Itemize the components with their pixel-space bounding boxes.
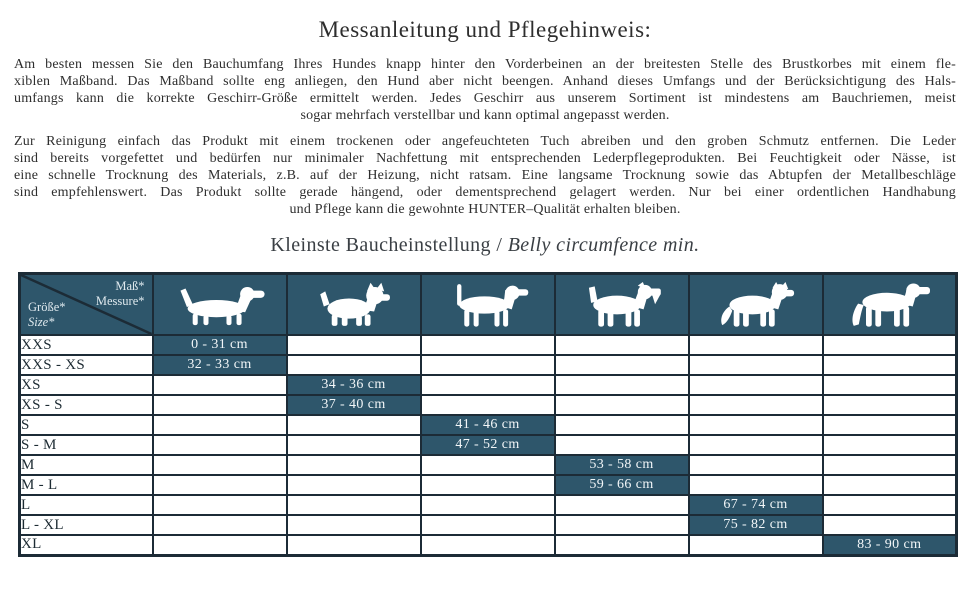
husky-icon	[706, 282, 806, 328]
empty-cell	[287, 355, 421, 375]
circumference-value: 32 - 33 cm	[153, 355, 287, 375]
column-header-dachshund	[153, 274, 287, 336]
column-header-great-dane	[823, 274, 957, 336]
empty-cell	[153, 375, 287, 395]
empty-cell	[153, 535, 287, 555]
empty-cell	[153, 455, 287, 475]
empty-cell	[555, 335, 689, 355]
empty-cell	[823, 495, 957, 515]
empty-cell	[421, 355, 555, 375]
circumference-value: 41 - 46 cm	[421, 415, 555, 435]
table-row	[20, 495, 957, 515]
empty-cell	[555, 415, 689, 435]
empty-cell	[823, 355, 957, 375]
empty-cell	[823, 435, 957, 455]
paragraph-line: Am besten messen Sie den Bauchumfang Ihres Hundes knapp hinter den Vorderbeinen an der breitesten Stelle des Brustkorbes mit einem fle-	[14, 57, 956, 72]
empty-cell	[555, 395, 689, 415]
circumference-value: 83 - 90 cm	[823, 535, 957, 555]
empty-cell	[153, 395, 287, 415]
table-row	[20, 415, 957, 435]
size-label: M - L	[20, 475, 153, 495]
empty-cell	[689, 535, 823, 555]
empty-cell	[421, 455, 555, 475]
empty-cell	[689, 395, 823, 415]
table-subtitle	[0, 234, 970, 257]
circumference-value: 47 - 52 cm	[421, 435, 555, 455]
empty-cell	[287, 475, 421, 495]
empty-cell	[823, 395, 957, 415]
empty-cell	[153, 475, 287, 495]
care-paragraph	[0, 133, 970, 218]
empty-cell	[555, 355, 689, 375]
empty-cell	[421, 335, 555, 355]
size-label: L - XL	[20, 515, 153, 535]
empty-cell	[153, 415, 287, 435]
table-row	[20, 515, 957, 535]
paragraph-line: sind bereits vorgefettet und bedürfen nur minimaler Nachfettung mit entsprechenden Lederpflegeprodukten. Bei Feuchtigkeit oder Nässe, ist	[14, 151, 956, 166]
circumference-value: 59 - 66 cm	[555, 475, 689, 495]
terrier-icon	[304, 282, 404, 328]
size-label: XS	[20, 375, 153, 395]
hound-icon	[438, 282, 538, 328]
empty-cell	[421, 395, 555, 415]
empty-cell	[555, 375, 689, 395]
empty-cell	[689, 335, 823, 355]
table-row	[20, 475, 957, 495]
paragraph-line: umfangs kann die korrekte Geschirr-Größe ermittelt werden. Jedes Geschirr aus unserem Sortiment ist mindestens am Bauchriemen, meist	[14, 91, 956, 106]
empty-cell	[287, 495, 421, 515]
paragraph-line: sind empfehlenswert. Das Produkt sollte gerade hängend, oder dementsprechend gelagert werden. Nur bei einer ordentlichen Handhabung	[14, 185, 956, 200]
empty-cell	[555, 495, 689, 515]
empty-cell	[287, 435, 421, 455]
table-row	[20, 395, 957, 415]
measure-header-label: Maß* Messure*	[95, 279, 145, 308]
empty-cell	[421, 495, 555, 515]
empty-cell	[153, 495, 287, 515]
table-row	[20, 335, 957, 355]
circumference-value: 67 - 74 cm	[689, 495, 823, 515]
size-header-label: Größe* Size*	[28, 300, 66, 329]
corner-header-cell	[20, 274, 153, 336]
empty-cell	[287, 455, 421, 475]
empty-cell	[689, 415, 823, 435]
size-label: XL	[20, 535, 153, 555]
empty-cell	[823, 515, 957, 535]
size-label: L	[20, 495, 153, 515]
table-row	[20, 355, 957, 375]
empty-cell	[421, 535, 555, 555]
size-chart-table	[18, 272, 958, 557]
table-header-row	[20, 274, 957, 336]
subtitle-english: Belly circumfence min.	[507, 234, 700, 256]
empty-cell	[689, 435, 823, 455]
empty-cell	[153, 515, 287, 535]
column-header-schnauzer	[555, 274, 689, 336]
size-table-body	[20, 335, 957, 555]
size-label: S - M	[20, 435, 153, 455]
dachshund-icon	[170, 282, 270, 328]
empty-cell	[555, 515, 689, 535]
column-header-husky	[689, 274, 823, 336]
empty-cell	[689, 355, 823, 375]
empty-cell	[823, 415, 957, 435]
paragraph-line: sogar mehrfach verstellbar und kann optimal angepasst werden.	[300, 108, 670, 123]
empty-cell	[421, 515, 555, 535]
paragraph-line: xiblen Maßband. Das Maßband sollte eng anliegen, den Hund aber nicht beengen. Anhand dieses Umfangs und der Berücksichtigung des Hals-	[14, 74, 956, 89]
empty-cell	[287, 535, 421, 555]
measuring-paragraph	[0, 56, 970, 124]
circumference-value: 53 - 58 cm	[555, 455, 689, 475]
circumference-value: 37 - 40 cm	[287, 395, 421, 415]
table-row	[20, 455, 957, 475]
empty-cell	[689, 375, 823, 395]
empty-cell	[823, 375, 957, 395]
size-label: S	[20, 415, 153, 435]
page-title: Messanleitung und Pflegehinweis:	[318, 17, 652, 42]
empty-cell	[287, 415, 421, 435]
empty-cell	[555, 435, 689, 455]
column-header-terrier	[287, 274, 421, 336]
table-row	[20, 535, 957, 555]
empty-cell	[823, 455, 957, 475]
empty-cell	[689, 455, 823, 475]
paragraph-line: eine schnelle Trocknung des Materials, z.B. auf der Heizung, nicht ratsam. Eine langsame Trocknung sowie das Abtupfen der Metallbeschläge	[14, 168, 956, 183]
subtitle-german: Kleinste Baucheinstellung /	[270, 234, 508, 256]
column-header-hound	[421, 274, 555, 336]
size-label: XS - S	[20, 395, 153, 415]
size-label: XXS - XS	[20, 355, 153, 375]
table-row	[20, 435, 957, 455]
paragraph-line: Zur Reinigung einfach das Produkt mit einem trockenen oder angefeuchteten Tuch abreiben und den groben Schmutz entfernen. Die Leder	[14, 134, 956, 149]
size-label: XXS	[20, 335, 153, 355]
schnauzer-icon	[572, 282, 672, 328]
circumference-value: 34 - 36 cm	[287, 375, 421, 395]
empty-cell	[689, 475, 823, 495]
circumference-value: 75 - 82 cm	[689, 515, 823, 535]
size-label: M	[20, 455, 153, 475]
empty-cell	[421, 375, 555, 395]
empty-cell	[823, 335, 957, 355]
empty-cell	[823, 475, 957, 495]
empty-cell	[555, 535, 689, 555]
empty-cell	[287, 335, 421, 355]
circumference-value: 0 - 31 cm	[153, 335, 287, 355]
empty-cell	[287, 515, 421, 535]
great-dane-icon	[839, 282, 939, 328]
empty-cell	[421, 475, 555, 495]
paragraph-line: und Pflege kann die gewohnte HUNTER–Qualität erhalten bleiben.	[289, 202, 681, 217]
table-row	[20, 375, 957, 395]
empty-cell	[153, 435, 287, 455]
